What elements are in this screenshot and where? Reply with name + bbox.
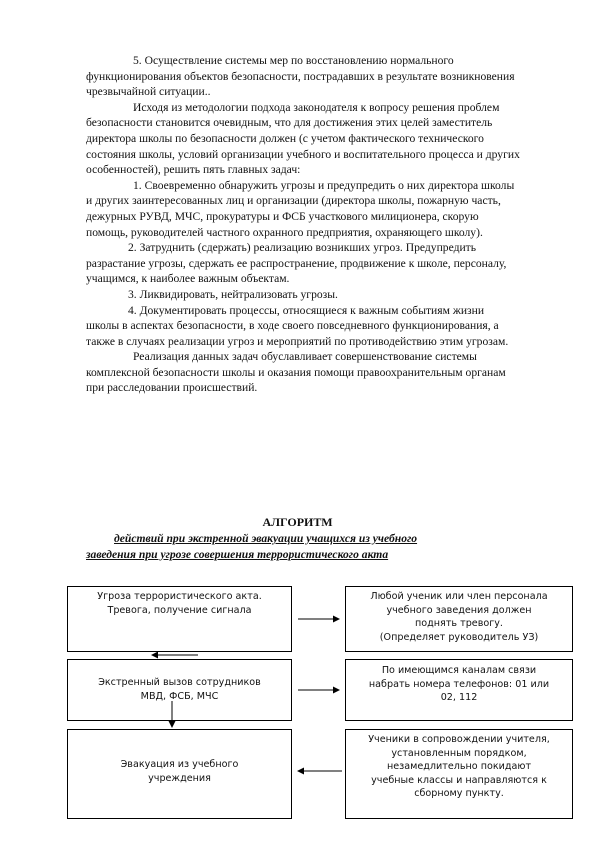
flow-box-emergency-call-line1: Экстренный вызов сотрудников (98, 677, 261, 688)
flow-box-evacuation-line2: учреждения (148, 772, 211, 784)
flow-box-students-line5: сборному пункту. (414, 788, 504, 800)
flow-box-students-line2: установленным порядком, (391, 747, 527, 759)
flow-box-phone-line3: 02, 112 (440, 692, 478, 704)
flow-box-threat-line1: Угроза террористического акта. (97, 591, 262, 602)
paragraph-conclusion: Реализация данных задач обуславливает совершенствование системы комплексной безопасности школы и оказания помощи правоохранительным органам при расследовании происшествий. (86, 350, 506, 395)
paragraph-task4: 4. Документировать процессы, относящиеся к важным событиям жизни школы в аспектах безопасности, в ходе своего повседневного функционирования, а также в случаях реализации угроз и мероприятий по противодействию этим угрозам. (86, 303, 509, 348)
algorithm-title: АЛГОРИТМ (262, 515, 333, 529)
flow-box-alarm-line3: поднять тревогу. (415, 618, 503, 630)
algorithm-subtitle-line1: действий при экстренной эвакуации учащихся из учебного (114, 532, 418, 545)
paragraph-approach: Исходя из методологии подхода законодателя к вопросу решения проблем безопасности становится очевидным, что для достижения этих целей заместитель директора школы по безопасности должен (с учетом фактического технического состояния школы, условий организации учебного и воспитательного процесса и других особенностей), решить пять главных задач: (86, 100, 520, 177)
flow-box-alarm-line2: учебного заведения должен (386, 604, 532, 616)
paragraph-task2: 2. Затруднить (сдержать) реализацию возникших угроз. Предупредить разрастание угрозы, сдержать ее распространение, продвижение к школе, персоналу, учащимся, к наиболее важным объектам. (86, 241, 507, 286)
flow-box-emergency-call-line2: МВД, ФСБ, МЧС (140, 690, 219, 702)
flow-box-phone-line1: По имеющимся каналам связи (381, 665, 537, 676)
algorithm-subtitle-line2: заведения при угрозе совершения террористического акта (86, 547, 389, 561)
paragraph-task1: 1. Своевременно обнаружить угрозы и предупредить о них директора школы и других заинтересованных лиц и организации (директора школы, пожарную часть, дежурных РУВД, МЧС, прокуратуры и ФСБ участкового милиционера, скорую помощь, руководителей частного охранного предприятия, охраняющего школу). (86, 178, 515, 239)
paragraph-task3: 3. Ликвидировать, нейтрализовать угрозы. (128, 287, 338, 301)
flow-box-students-line1: Ученики в сопровождении учителя, (368, 734, 550, 745)
flow-box-students-line3: незамедлительно покидают (386, 761, 532, 773)
flow-box-threat-line2: Тревога, получение сигнала (107, 604, 252, 616)
flow-box-students-line4: учебные классы и направляются к (371, 774, 547, 786)
flow-box-alarm-line1: Любой ученик или член персонала (370, 591, 548, 602)
flow-box-evacuation-line1: Эвакуация из учебного (120, 759, 239, 770)
paragraph-item5: 5. Осуществление системы мер по восстановлению нормального функционирования объектов безопасности, пострадавших в результате возникновения чрезвычайной ситуации.. (86, 54, 515, 99)
flow-box-alarm-line4: (Определяет руководитель УЗ) (379, 631, 539, 643)
flow-box-phone-line2: набрать номера телефонов: 01 или (368, 678, 550, 690)
